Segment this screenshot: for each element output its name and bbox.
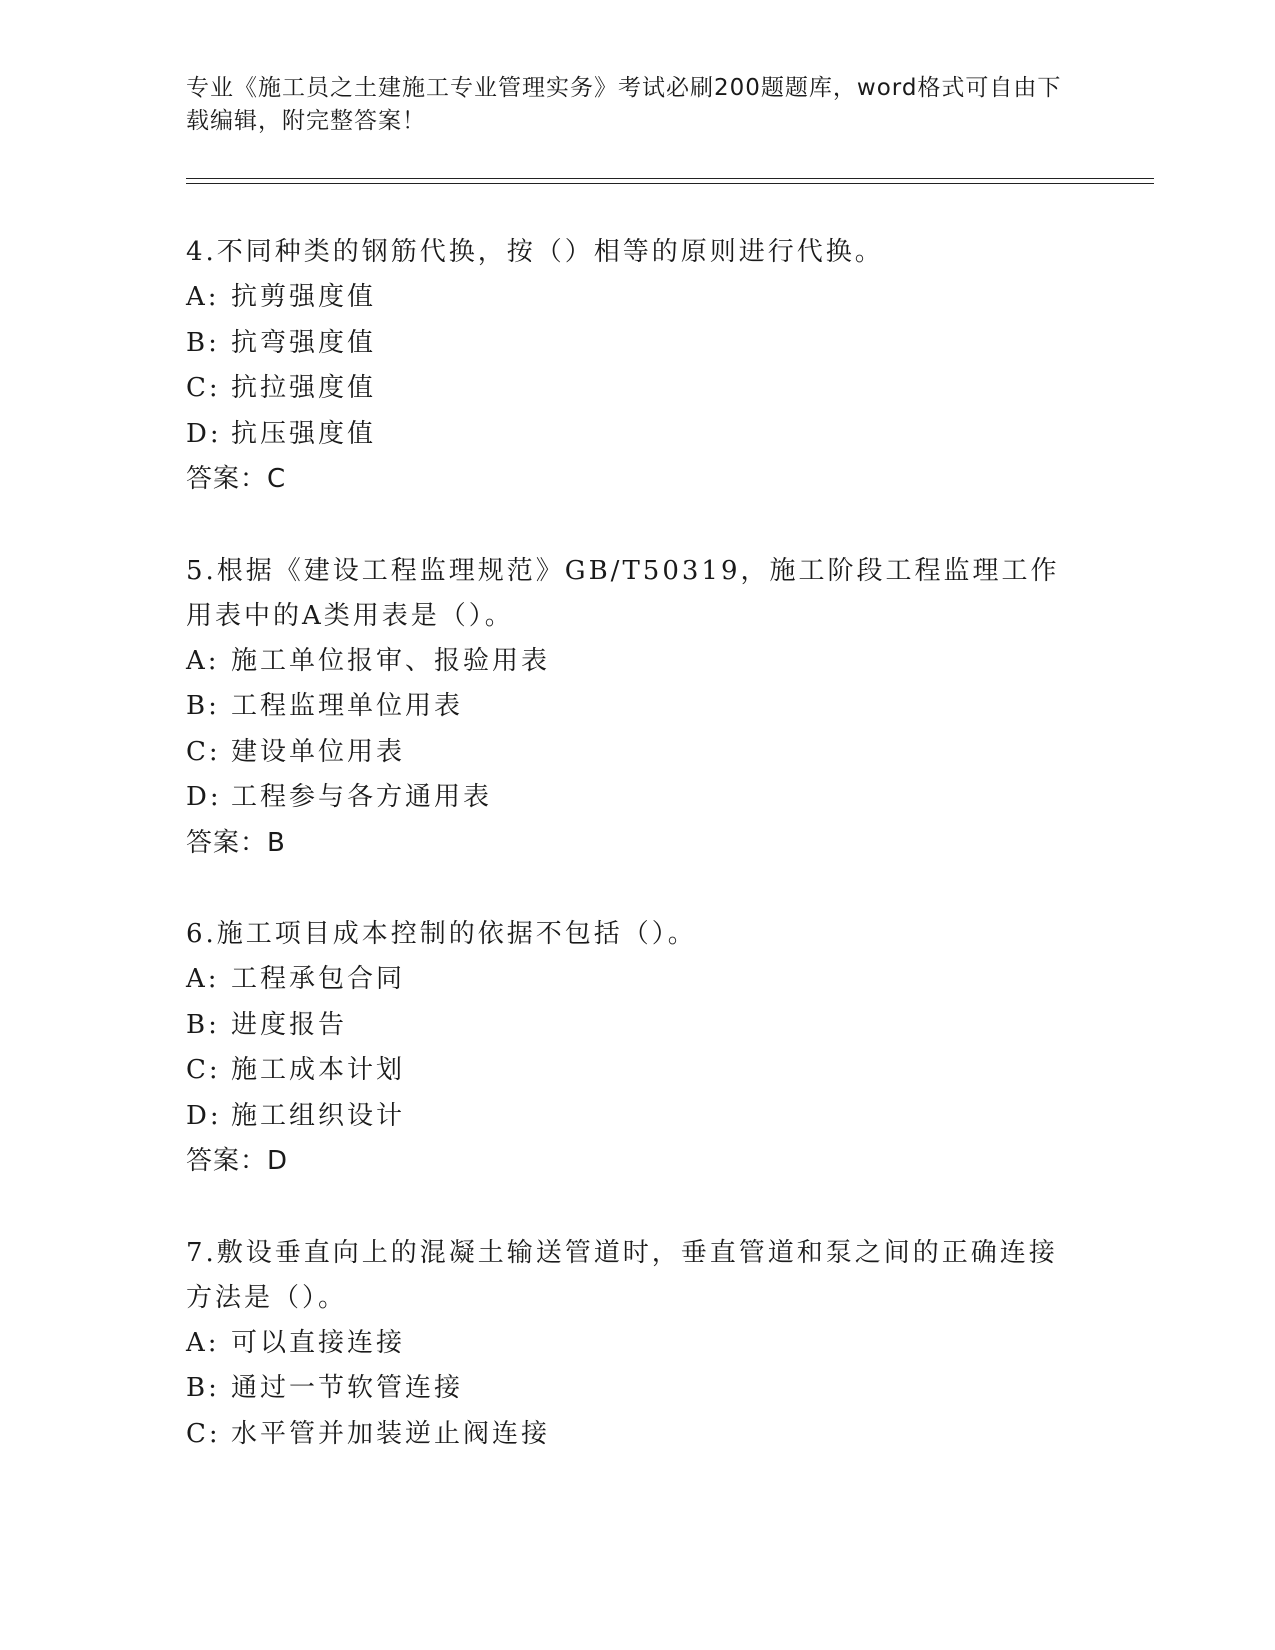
document-header: 专业《施工员之土建施工专业管理实务》考试必刷200题题库，word格式可自由下载编辑，附完整答案！ — [186, 75, 1062, 134]
option-letter: D: — [186, 418, 222, 449]
option-text: 抗弯强度值 — [231, 327, 377, 358]
option-letter: A: — [186, 282, 220, 312]
option-text: 抗压强度值 — [231, 418, 377, 449]
question-6 — [186, 912, 1086, 1185]
option-c — [186, 730, 1086, 776]
option-c — [186, 366, 1086, 412]
header-divider-bottom — [186, 183, 1154, 184]
option-text: 施工单位报审、报验用表 — [231, 645, 551, 676]
option-text: 建设单位用表 — [231, 736, 406, 767]
option-text: 施工组织设计 — [231, 1100, 406, 1131]
option-letter: D: — [186, 1100, 222, 1131]
option-letter: B: — [186, 327, 220, 358]
question-5 — [186, 549, 1086, 867]
option-d — [186, 412, 1086, 458]
question-list — [186, 230, 1086, 1503]
option-letter: B: — [186, 1009, 220, 1040]
option-text: 可以直接连接 — [231, 1327, 406, 1358]
question-4 — [186, 230, 1086, 503]
option-b — [186, 684, 1086, 730]
answer-line: 答案：B — [186, 827, 286, 858]
option-text: 施工成本计划 — [231, 1055, 406, 1085]
option-b — [186, 321, 1086, 367]
option-letter: A: — [186, 645, 220, 676]
question-text: 6.施工项目成本控制的依据不包括（）。 — [186, 919, 697, 949]
option-text: 进度报告 — [231, 1009, 348, 1040]
option-a — [186, 1321, 1086, 1367]
option-letter: C: — [186, 373, 221, 403]
option-text: 抗剪强度值 — [231, 282, 377, 312]
option-text: 通过一节软管连接 — [231, 1373, 464, 1403]
question-text: 7.敷设垂直向上的混凝土输送管道时，垂直管道和泵之间的正确连接方法是（）。 — [186, 1237, 1058, 1313]
option-text: 水平管并加装逆止阀连接 — [231, 1418, 551, 1449]
question-7 — [186, 1231, 1086, 1458]
answer-line: 答案：D — [186, 1146, 289, 1176]
answer-line: 答案：C — [186, 464, 287, 494]
option-letter: D: — [186, 782, 222, 812]
option-b — [186, 1366, 1086, 1412]
option-d — [186, 775, 1086, 821]
option-text: 工程监理单位用表 — [231, 691, 464, 721]
header-divider-top — [186, 178, 1154, 179]
option-letter: A: — [186, 1327, 220, 1358]
option-a — [186, 275, 1086, 321]
option-text: 工程参与各方通用表 — [231, 782, 493, 812]
option-a — [186, 639, 1086, 685]
option-text: 工程承包合同 — [231, 964, 406, 994]
option-a — [186, 957, 1086, 1003]
question-text: 5.根据《建设工程监理规范》GB/T50319，施工阶段工程监理工作用表中的A类用表是（）。 — [186, 555, 1060, 631]
option-c — [186, 1412, 1086, 1458]
option-letter: A: — [186, 964, 220, 994]
option-c — [186, 1048, 1086, 1094]
option-letter: C: — [186, 1418, 221, 1449]
option-text: 抗拉强度值 — [231, 373, 377, 403]
option-letter: B: — [186, 1373, 220, 1403]
question-text: 4.不同种类的钢筋代换，按（）相等的原则进行代换。 — [186, 237, 884, 267]
option-b — [186, 1003, 1086, 1049]
option-letter: C: — [186, 736, 221, 767]
option-letter: C: — [186, 1055, 221, 1085]
option-letter: B: — [186, 691, 220, 721]
option-d — [186, 1094, 1086, 1140]
